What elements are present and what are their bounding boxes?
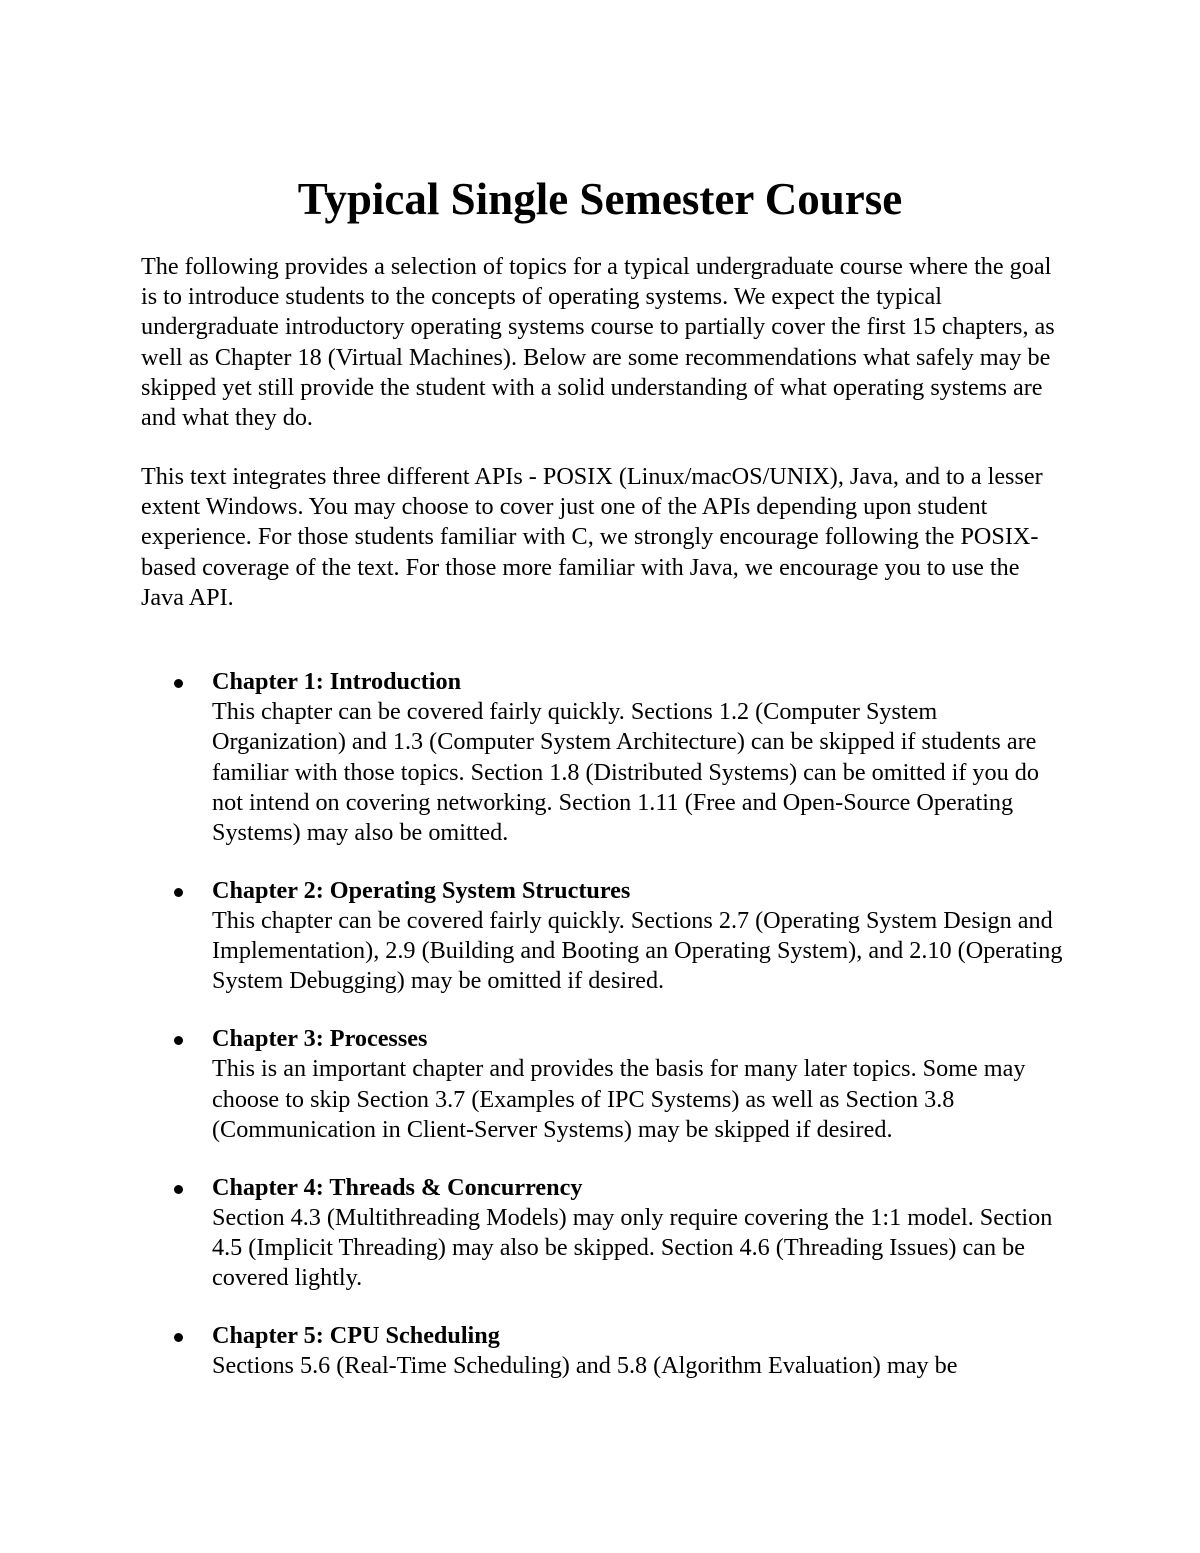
chapter-description: This is an important chapter and provides the basis for many later topics. Some may choose to skip Section 3.7 (Examples of IPC Systems) as well as Section 3.8 (Communication in Client-Server Systems) may be skipped if desired. <box>212 1055 1026 1143</box>
list-item <box>141 667 1066 848</box>
chapter-title: Chapter 3: Processes <box>212 1025 428 1053</box>
chapter-description: This chapter can be covered fairly quickly. Sections 1.2 (Computer System Organization) and 1.3 (Computer System Architecture) can be skipped if students are familiar with those topics. Section 1.8 (Distributed Systems) can be omitted if you do not intend on covering networking. Section 1.11 (Free and Open-Source Operating Systems) may also be omitted. <box>212 698 1039 847</box>
bullet-icon <box>174 1333 183 1342</box>
chapter-description: Section 4.3 (Multithreading Models) may only require covering the 1:1 model. Section 4.5 (Implicit Threading) may also be skipped. Section 4.6 (Threading Issues) can be covered lightly. <box>212 1203 1053 1292</box>
chapter-title: Chapter 5: CPU Scheduling <box>212 1322 500 1350</box>
bullet-icon <box>174 1036 183 1045</box>
chapter-list <box>141 667 1066 1409</box>
list-item <box>141 1024 1066 1145</box>
chapter-title: Chapter 2: Operating System Structures <box>212 876 631 904</box>
api-paragraph: This text integrates three different APIs - POSIX (Linux/macOS/UNIX), Java, and to a lesser extent Windows. You may choose to cover just one of the APIs depending upon student experience. For those students familiar with C, we strongly encourage following the POSIX-based coverage of the text. For those more familiar with Java, we encourage you to use the Java API. <box>141 463 1043 611</box>
chapter-title: Chapter 1: Introduction <box>212 668 462 695</box>
chapter-title: Chapter 4: Threads & Concurrency <box>212 1173 583 1201</box>
intro-paragraph: The following provides a selection of topics for a typical undergraduate course where the goal is to introduce students to the concepts of operating systems. We expect the typical undergraduate introductory operating systems course to partially cover the first 15 chapters, as well as Chapter 18 (Virtual Machines). Below are some recommendations what safely may be skipped yet still provide the student with a solid understanding of what operating systems are and what they do. <box>141 253 1055 432</box>
list-item <box>141 1321 1066 1381</box>
chapter-description: This chapter can be covered fairly quickly. Sections 2.7 (Operating System Design and Implementation), 2.9 (Building and Booting an Operating System), and 2.10 (Operating System Debugging) may be omitted if desired. <box>212 907 1063 995</box>
bullet-icon <box>174 1185 183 1194</box>
bullet-icon <box>174 888 183 897</box>
chapter-description: Sections 5.6 (Real-Time Scheduling) and 5.8 (Algorithm Evaluation) may be <box>212 1352 958 1380</box>
list-item <box>141 1173 1066 1294</box>
bullet-icon <box>174 679 183 688</box>
page-title: Typical Single Semester Course <box>297 174 903 224</box>
list-item <box>141 876 1066 997</box>
